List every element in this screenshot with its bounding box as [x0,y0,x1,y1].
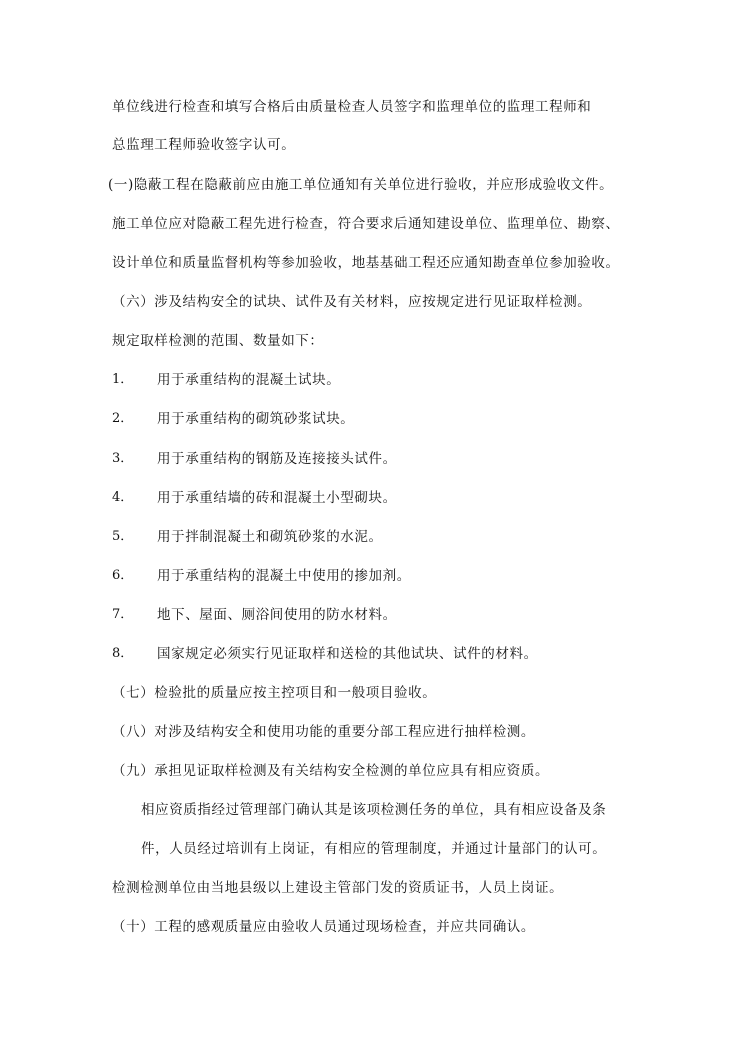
list-item-text: 用于承重结构的钢筋及连接接头试件。 [157,451,397,467]
list-item-number: 2． [112,411,134,426]
list-item-number: 3． [112,451,134,466]
section-heading-6: （六）涉及结构安全的试块、试件及有关材料，应按规定进行见证取样检测。 [112,294,592,310]
list-item-number: 1． [112,372,134,387]
section-heading-9: （九）承担见证取样检测及有关结构安全检测的单位应具有相应资质。 [112,763,550,779]
paragraph-line-3: (一)隐蔽工程在隐蔽前应由施工单位通知有关单位进行验收，并应形成验收文件。 [108,177,614,193]
list-item-number: 4． [112,490,134,505]
list-item-text: 用于承重结构的混凝土试块。 [157,372,341,388]
list-item-number: 7． [112,607,134,622]
list-item-text: 国家规定必须实行见证取样和送检的其他试块、试件的材料。 [157,646,538,662]
list-item-text: 用于承重结构的砌筑砂浆试块。 [157,411,355,427]
section-heading-7: （七）检验批的质量应按主控项目和一般项目验收。 [112,685,437,701]
paragraph-line-5: 设计单位和质量监督机构等参加验收，地基基础工程还应通知勘查单位参加验收。 [112,255,620,271]
paragraph-line-license: 检测检测单位由当地县级以上建设主管部门发的资质证书，人员上岗证。 [112,880,564,896]
list-item-text: 用于承重结墙的砖和混凝土小型砌块。 [157,490,397,506]
paragraph-indented-line-2: 件，人员经过培训有上岗证，有相应的管理制度，并通过计量部门的认可。 [141,841,607,857]
list-intro: 规定取样检测的范围、数量如下： [112,333,324,349]
paragraph-line-4: 施工单位应对隐蔽工程先进行检查，符合要求后通知建设单位、监理单位、勘察、 [112,216,620,232]
list-item-number: 8． [112,646,134,661]
list-item-number: 6． [112,568,134,583]
paragraph-indented-line-1: 相应资质指经过管理部门确认其是该项检测任务的单位，具有相应设备及条 [141,802,607,818]
list-item-text: 地下、屋面、厕浴间使用的防水材料。 [157,607,397,623]
list-item-text: 用于拌制混凝土和砌筑砂浆的水泥。 [157,529,383,545]
paragraph-line-2: 总监理工程师验收签字认可。 [112,137,296,153]
section-heading-10: （十）工程的感观质量应由验收人员通过现场检查，并应共同确认。 [112,919,535,935]
paragraph-line-1: 单位线进行检查和填写合格后由质量检查人员签字和监理单位的监理工程师和 [112,99,592,115]
section-heading-8: （八）对涉及结构安全和使用功能的重要分部工程应进行抽样检测。 [112,724,535,740]
list-item-text: 用于承重结构的混凝土中使用的掺加剂。 [157,568,411,584]
list-item-number: 5． [112,529,134,544]
